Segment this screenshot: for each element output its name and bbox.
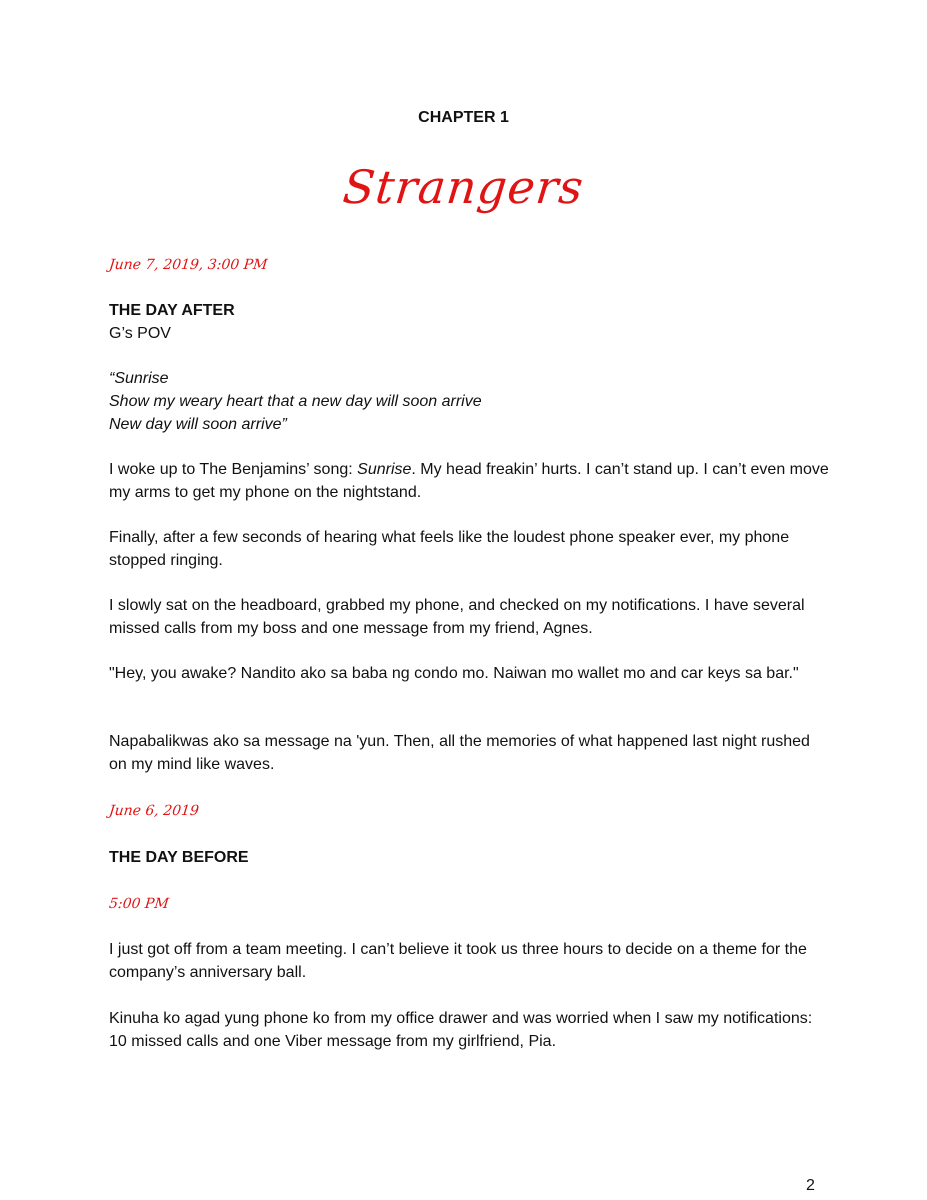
lyric-line: “Sunrise: [109, 370, 169, 387]
chapter-title: Strangers: [340, 160, 587, 214]
page-number: 2: [806, 1177, 815, 1194]
paragraph: I slowly sat on the headboard, grabbed my phone, and checked on my notifications. I have several missed calls from my boss and one message from my friend, Agnes.: [109, 597, 805, 637]
paragraph: I just got off from a team meeting. I can’t believe it took us three hours to decide on a theme for the company’s anniversary ball.: [109, 941, 807, 981]
paragraph: "Hey, you awake? Nandito ako sa baba ng condo mo. Naiwan mo wallet mo and car keys sa bar.": [109, 665, 799, 682]
section-date: June 7, 2019, 3:00 PM: [108, 257, 269, 273]
section-date: June 6, 2019: [108, 803, 200, 819]
song-title: Sunrise: [357, 461, 412, 478]
pov-label: G’s POV: [109, 325, 171, 342]
chapter-label: CHAPTER 1: [418, 109, 509, 126]
paragraph: Finally, after a few seconds of hearing what feels like the loudest phone speaker ever, my phone stopped ringing.: [109, 529, 790, 569]
section-heading: THE DAY AFTER: [109, 302, 235, 319]
lyric-line: New day will soon arrive”: [109, 416, 287, 433]
section-time: 5:00 PM: [108, 896, 170, 912]
paragraph: Napabalikwas ako sa message na 'yun. Then, all the memories of what happened last night rushed on my mind like waves.: [109, 733, 810, 773]
paragraph-text: . My head freakin’ hurts. I can’t stand up. I can’t even move my arms to get my phone on the nightstand.: [109, 461, 829, 501]
paragraph: Kinuha ko agad yung phone ko from my office drawer and was worried when I saw my notifications: 10 missed calls and one Viber message from my girlfriend, Pia.: [109, 1010, 813, 1050]
lyric-line: Show my weary heart that a new day will soon arrive: [109, 393, 482, 410]
section-heading: THE DAY BEFORE: [109, 849, 249, 866]
lyrics-block: [109, 367, 829, 436]
paragraph: [109, 458, 829, 504]
paragraph-text: I woke up to The Benjamins’ song:: [109, 461, 358, 478]
